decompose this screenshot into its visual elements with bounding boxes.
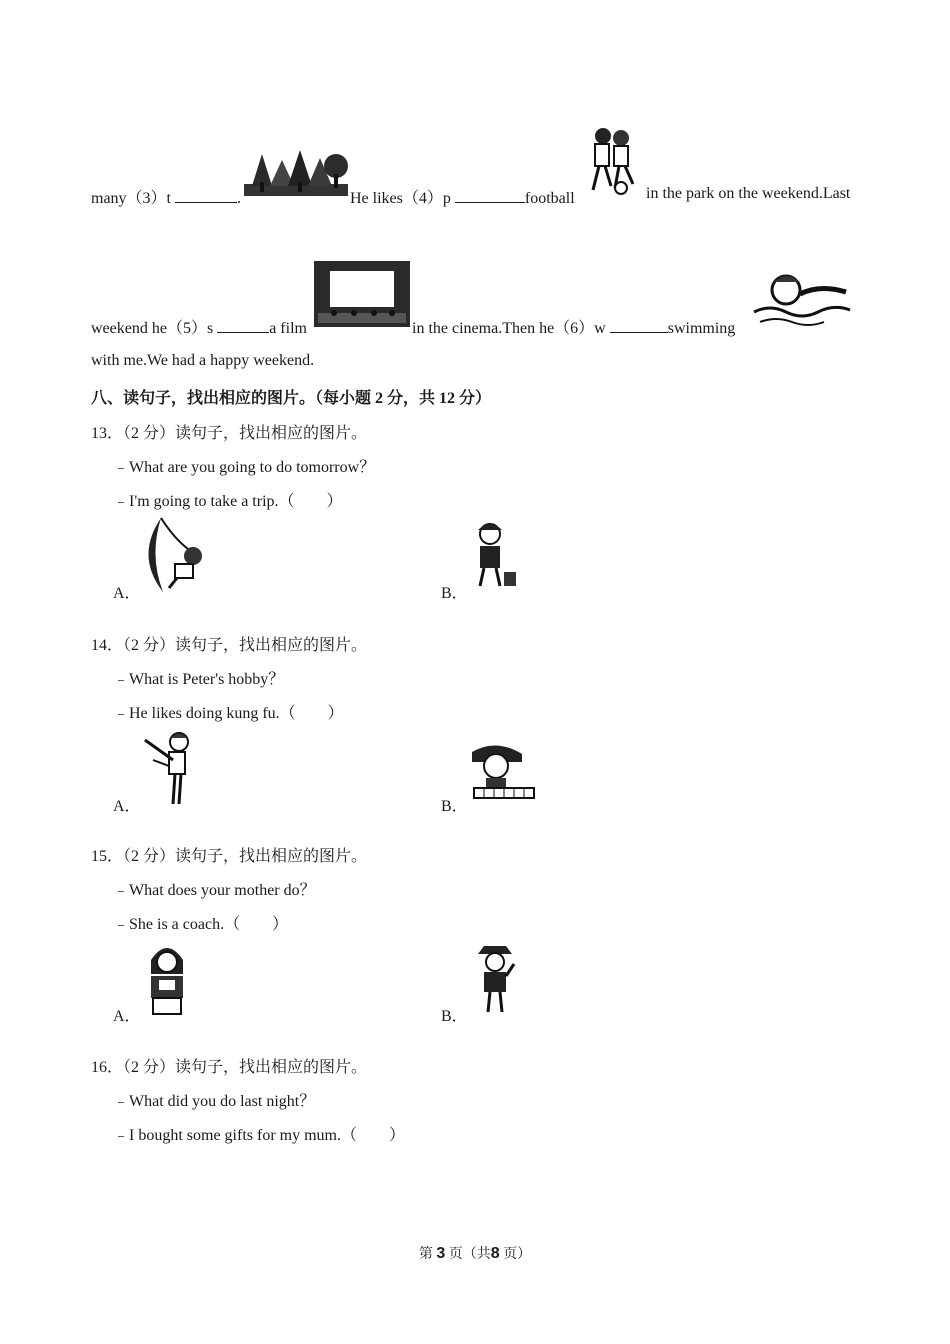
police-woman-picture-icon (470, 944, 520, 1016)
question-line: ﹣What did you do last night？ (113, 1093, 316, 1110)
passage-text: in the cinema.Then he（6）w (412, 320, 606, 337)
passage-text: in the park on the weekend.Last (646, 185, 851, 202)
question-line: ﹣What is Peter's hobby？ (113, 671, 285, 688)
kung-fu-picture-icon (139, 730, 195, 808)
passage-line-2b (412, 315, 735, 338)
footer-text: 第 (418, 1247, 433, 1262)
answer-blank-5[interactable] (217, 318, 269, 333)
footer-text: 页） (503, 1247, 532, 1262)
travel-girl-picture-icon (466, 520, 522, 592)
passage-text: a film (269, 320, 307, 337)
answer-blank-6[interactable] (610, 318, 668, 333)
question-stem: 13．（2 分）读句子，找出相应的图片。 (91, 425, 368, 442)
cinema-screen-picture-icon (314, 261, 410, 327)
option-a-label[interactable]: A． (113, 1008, 141, 1025)
answer-line: ﹣She is a coach.（ ） (113, 916, 289, 933)
passage-text: . (237, 190, 241, 207)
option-b-label[interactable]: B． (441, 798, 468, 815)
question-stem: 16．（2 分）读句子，找出相应的图片。 (91, 1059, 368, 1076)
page-total: 8 (490, 1245, 500, 1262)
trees-picture-icon (244, 146, 348, 196)
passage-text: He likes（4）p (350, 190, 451, 207)
option-b-label[interactable]: B． (441, 1008, 468, 1025)
football-kids-picture-icon (581, 126, 643, 198)
option-a-label[interactable]: A． (113, 798, 141, 815)
option-a-label[interactable]: A． (113, 585, 141, 602)
passage-text: football (524, 190, 575, 207)
passage-text: swimming (667, 320, 736, 337)
question-line: ﹣What does your mother do？ (113, 882, 316, 899)
passage-text: many（3）t (91, 190, 171, 207)
piano-boy-picture-icon (466, 742, 538, 806)
answer-line: ﹣I'm going to take a trip.（ ） (113, 493, 343, 510)
page-footer (0, 1243, 950, 1263)
passage-line-1b (350, 185, 575, 208)
answer-blank-3[interactable] (175, 188, 237, 203)
question-stem: 15．（2 分）读句子，找出相应的图片。 (91, 848, 368, 865)
footer-text: 页（共 (448, 1247, 491, 1262)
passage-text: with me.We had a happy weekend. (91, 352, 315, 369)
question-line: ﹣What are you going to do tomorrow？ (113, 459, 376, 476)
passage-text: weekend he（5）s (91, 320, 214, 337)
passage-line-1 (91, 185, 241, 208)
question-stem: 14．（2 分）读句子，找出相应的图片。 (91, 637, 368, 654)
page-number: 3 (436, 1245, 446, 1262)
swimmer-picture-icon (750, 264, 858, 328)
coach-woman-picture-icon (143, 940, 193, 1016)
passage-line-2 (91, 315, 307, 338)
climbing-picture-icon (139, 516, 205, 594)
answer-blank-4[interactable] (455, 188, 525, 203)
option-b-label[interactable]: B． (441, 585, 468, 602)
answer-line: ﹣He likes doing kung fu.（ ） (113, 705, 344, 722)
section-title: 八、读句子，找出相应的图片。（每小题 2 分，共 12 分） (91, 390, 492, 407)
answer-line: ﹣I bought some gifts for my mum.（ ） (113, 1127, 405, 1144)
